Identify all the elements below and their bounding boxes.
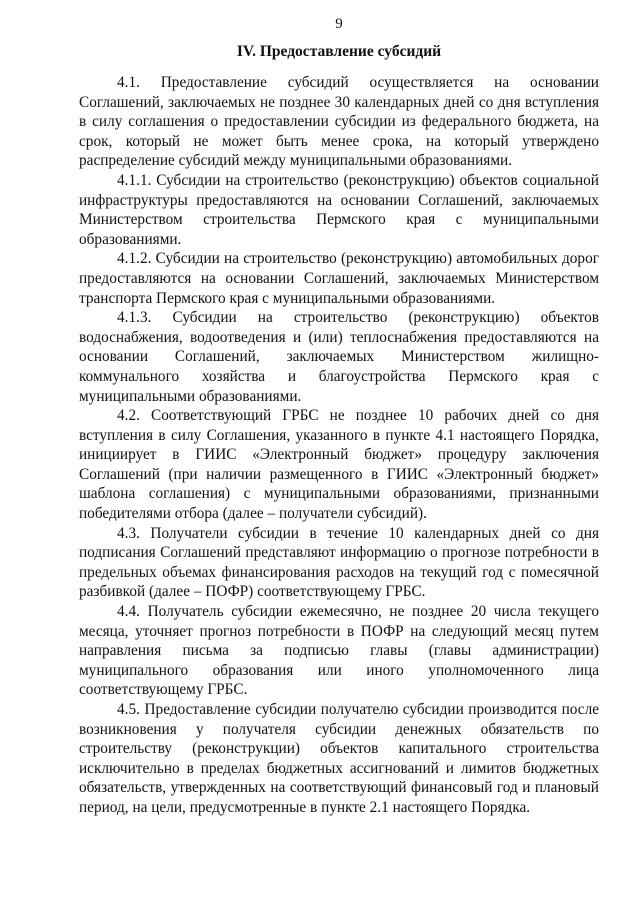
paragraph-4-1-3: 4.1.3. Субсидии на строительство (реконструкцию) объектов водоснабжения, водоотведения и (или) теплоснабжения предоставляются на основании Соглашений, заключаемых Министерством жилищно-коммунального хозяйства и благоустройства Пермского края с муниципальными образованиями. [79,309,599,405]
paragraph-4-1-2: 4.1.2. Субсидии на строительство (реконструкцию) автомобильных дорог предоставляются на основании Соглашений, заключаемых Министерством транспорта Пермского края с муниципальными образованиями. [79,250,599,307]
section-title: IV. Предоставление субсидий [236,43,442,60]
page-number: 9 [335,16,343,32]
paragraph-4-4: 4.4. Получатель субсидии ежемесячно, не позднее 20 числа текущего месяца, уточняет прогноз потребности в ПОФР на следующий месяц путем направления письма за подписью главы (главы администрации) муниципального образования или иного уполномоченного лица соответствующему ГРБС. [79,603,599,699]
paragraph-4-5: 4.5. Предоставление субсидии получателю субсидии производится после возникновения у получателя субсидии денежных обязательств по строительству (реконструкции) объектов капитального строительства исключительно в пределах бюджетных ассигнований и лимитов бюджетных обязательств, утвержденных на соответствующий финансовый год и плановый период, на цели, предусмотренные в пункте 2.1 настоящего Порядка. [79,701,599,816]
paragraph-4-3: 4.3. Получатели субсидии в течение 10 календарных дней со дня подписания Соглашений представляют информацию о прогнозе потребности в предельных объемах финансирования расходов на текущий год с помесячной разбивкой (далее – ПОФР) соответствующему ГРБС. [79,524,599,601]
document-page [79,14,599,818]
paragraph-4-1-1: 4.1.1. Субсидии на строительство (реконструкцию) объектов социальной инфраструктуры предоставляются на основании Соглашений, заключаемых Министерством строительства Пермского края с муниципальными образованиями. [79,171,599,248]
paragraph-4-2: 4.2. Соответствующий ГРБС не позднее 10 рабочих дней со дня вступления в силу Соглашения, указанного в пункте 4.1 настоящего Порядка, инициирует в ГИИС «Электронный бюджет» процедуру заключения Соглашений (при наличии размещенного в ГИИС «Электронный бюджет» шаблона соглашения) с муниципальными образованиями, признанными победителями отбора (далее – получатели субсидий). [79,407,599,523]
paragraph-4-1: 4.1. Предоставление субсидий осуществляется на основании Соглашений, заключаемых не позднее 30 календарных дней со дня вступления в силу соглашения о предоставлении субсидии из федерального бюджета, на срок, который не может быть менее срока, на который утверждено распределение субсидий между муниципальными образованиями. [79,74,599,170]
